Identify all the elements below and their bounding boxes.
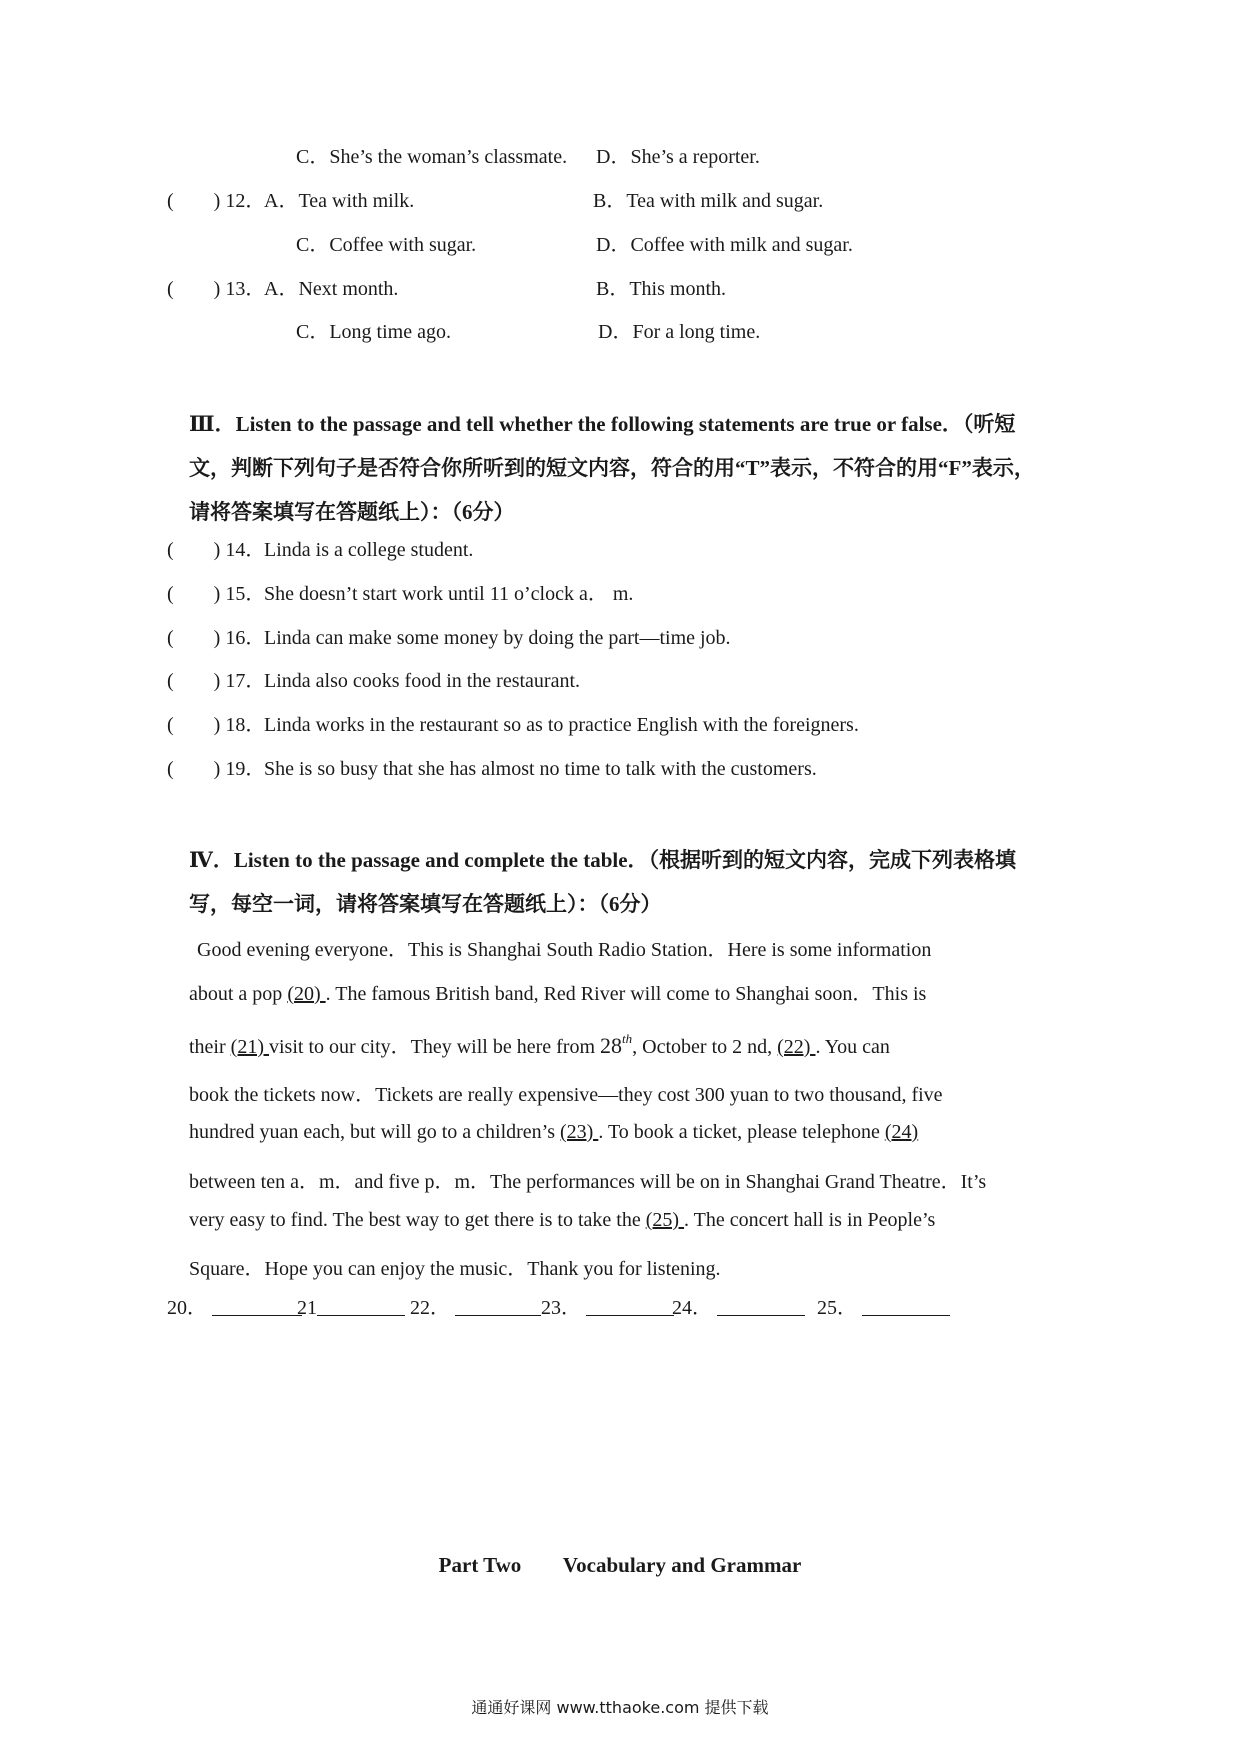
q12-option-b: B．Tea with milk and sugar. xyxy=(593,190,824,212)
passage-text: their xyxy=(189,1036,231,1058)
answer-22[interactable] xyxy=(410,1297,541,1318)
section4-heading-line2: 写，每空一词，请将答案填写在答题纸上）：（6分） xyxy=(189,892,662,916)
blank-22: (22) xyxy=(777,1036,816,1058)
q11-option-d: D．She’s a reporter. xyxy=(596,146,760,168)
q18-statement: Linda works in the restaurant so as to practice English with the foreigners. xyxy=(264,714,859,736)
blank-23: (23) xyxy=(560,1121,599,1143)
q18-number: ( ) 18． xyxy=(167,714,266,736)
answer-21[interactable] xyxy=(297,1297,405,1318)
date-suffix: th xyxy=(622,1031,633,1046)
q17-statement: Linda also cooks food in the restaurant. xyxy=(264,670,581,692)
answer-20-label: 20． xyxy=(167,1297,207,1319)
passage-text: visit to our city．They will be here from xyxy=(268,1036,601,1058)
answer-24-line[interactable] xyxy=(717,1297,805,1316)
passage-line-6: between ten a．m．and five p．m．The performances will be on in Shanghai Grand Theatre．It’s xyxy=(189,1171,987,1193)
passage-text: . The famous British band, Red River will come to Shanghai soon．This is xyxy=(325,983,927,1005)
q15-statement: She doesn’t start work until 11 o’clock a． m. xyxy=(264,583,634,605)
answer-22-label: 22． xyxy=(410,1297,450,1319)
q11-option-c: C．She’s the woman’s classmate. xyxy=(296,146,568,168)
passage-text: . You can xyxy=(815,1036,890,1058)
passage-line-4: book the tickets now．Tickets are really expensive—they cost 300 yuan to two thousand, five xyxy=(189,1084,943,1106)
q13-option-c: C．Long time ago. xyxy=(296,321,451,343)
q13-number: ( ) 13． xyxy=(167,278,266,300)
q14-statement: Linda is a college student. xyxy=(264,539,474,561)
passage-line-8: Square．Hope you can enjoy the music．Thank you for listening. xyxy=(189,1258,721,1280)
answer-20[interactable] xyxy=(167,1297,302,1318)
answer-22-line[interactable] xyxy=(455,1297,541,1316)
passage-text: about a pop xyxy=(189,983,288,1005)
passage-text: . To book a ticket, please telephone xyxy=(598,1121,885,1143)
blank-25: (25) xyxy=(645,1209,685,1231)
q12-option-a: A．Tea with milk. xyxy=(264,190,415,212)
answer-24[interactable] xyxy=(672,1297,805,1318)
answer-21-label: 21 xyxy=(297,1297,317,1319)
q12-option-d: D．Coffee with milk and sugar. xyxy=(596,234,853,256)
q12-option-c: C．Coffee with sugar. xyxy=(296,234,477,256)
q14-number: ( ) 14． xyxy=(167,539,266,561)
section3-heading-line1: Ⅲ．Listen to the passage and tell whether the following statements are true or false．（听短 xyxy=(189,412,1016,436)
q17-number: ( ) 17． xyxy=(167,670,266,692)
section4-heading-line1: Ⅳ．Listen to the passage and complete the table．（根据听到的短文内容，完成下列表格填 xyxy=(189,848,1017,872)
answer-23-label: 23． xyxy=(541,1297,581,1319)
answer-20-line[interactable] xyxy=(212,1297,302,1316)
part-two-title: Part Two Vocabulary and Grammar xyxy=(438,1553,802,1577)
answer-23-line[interactable] xyxy=(586,1297,674,1316)
passage-line-1: Good evening everyone．This is Shanghai South Radio Station．Here is some information xyxy=(197,939,932,961)
passage-text: , October to 2 nd, xyxy=(632,1036,778,1058)
q16-number: ( ) 16． xyxy=(167,627,266,649)
q19-number: ( ) 19． xyxy=(167,758,266,780)
q13-option-a: A．Next month. xyxy=(264,278,399,300)
answer-21-line[interactable] xyxy=(317,1297,405,1316)
section3-heading-line3: 请将答案填写在答题纸上）：（6分） xyxy=(189,500,515,524)
passage-text: hundred yuan each, but will go to a children’s xyxy=(189,1121,561,1143)
passage-line-7 xyxy=(189,1209,935,1232)
passage-line-5 xyxy=(189,1121,918,1144)
q13-option-d: D．For a long time. xyxy=(598,321,761,343)
answer-24-label: 24． xyxy=(672,1297,712,1319)
q16-statement: Linda can make some money by doing the part—time job. xyxy=(264,627,731,649)
answer-25[interactable] xyxy=(817,1297,950,1318)
q15-number: ( ) 15． xyxy=(167,583,266,605)
footer-download-note: 通通好课网 www.tthaoke.com 提供下载 xyxy=(471,1698,769,1717)
blank-24: (24) xyxy=(884,1121,919,1143)
passage-text: very easy to find. The best way to get there is to take the xyxy=(189,1209,646,1231)
blank-20: (20) xyxy=(287,983,326,1005)
passage-line-2 xyxy=(189,977,926,1006)
answer-25-line[interactable] xyxy=(862,1297,950,1316)
passage-text: . The concert hall is in People’s xyxy=(684,1209,936,1231)
passage-line-3 xyxy=(189,1030,890,1059)
date-number: 28 xyxy=(600,1033,623,1058)
blank-21: (21) xyxy=(230,1036,269,1058)
q12-number: ( ) 12． xyxy=(167,190,266,212)
q19-statement: She is so busy that she has almost no time to talk with the customers. xyxy=(264,758,817,780)
answer-23[interactable] xyxy=(541,1297,674,1318)
answer-25-label: 25． xyxy=(817,1297,857,1319)
section3-heading-line2: 文，判断下列句子是否符合你所听到的短文内容，符合的用“T”表示，不符合的用“F”表示， xyxy=(189,456,1035,480)
q13-option-b: B．This month. xyxy=(596,278,727,300)
